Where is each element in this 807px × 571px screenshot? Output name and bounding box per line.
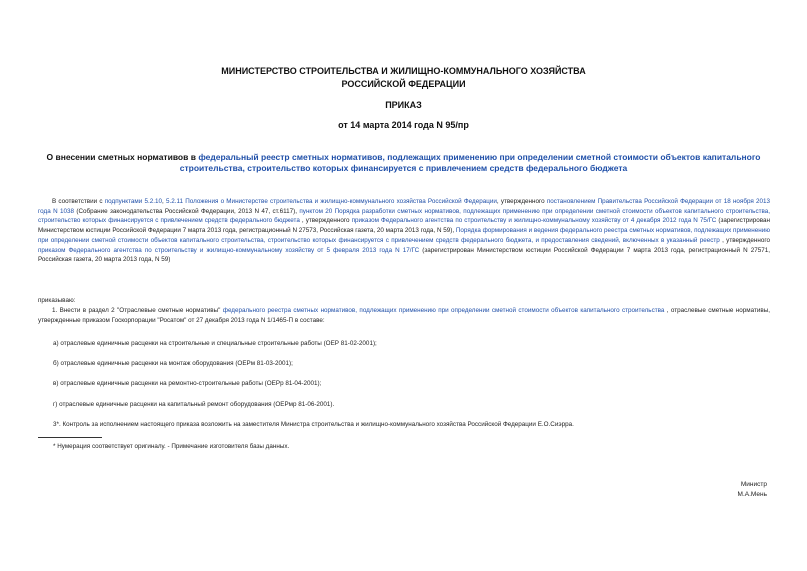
intro-text-5: , утвержденного (299, 217, 352, 225)
link-registry-section[interactable]: федерального реестра сметных нормативов, подлежащих применению при определении сметной стоимости объектов капитального строительства (222, 307, 665, 314)
item1-text-2: , отраслевые сметные нормативы, утвержденные приказом Госкорпорации "Росатом" от 27 декабря 2013 года N 1/1465-П в составе: (38, 307, 770, 324)
link-ministry-regulation[interactable]: 5.2.11 Положения о Министерстве строительства и жилищно-коммунального хозяйства Российской Федерации (165, 198, 497, 205)
footnote-divider (38, 437, 102, 438)
document-type: ПРИКАЗ (385, 100, 422, 110)
list-item-d: г) отраслевые единичные расценки на капитальный ремонт оборудования (ОЕРмр 81-06-2001). (53, 401, 335, 408)
signature-position: Министр (740, 481, 767, 488)
ministry-title-line2: РОССИЙСКОЙ ФЕДЕРАЦИИ (341, 79, 466, 89)
link-registry-procedure[interactable]: Порядка формирования и ведения федерального реестра сметных нормативов, подлежащих применению при определении сметной стоимости объектов капитального строительства, строительство которых финансируется с привлечением средств федерального бюджета, и предоставления сведений, включенных в указанный реестр (38, 227, 770, 244)
intro-text-6: (зарегистрирован Министерством юстиции Российской Федерации 7 марта 2013 года, регистрационный N 27573, Российская газета, 20 марта 2013 года, N 59), (38, 217, 770, 235)
document-date-number: от 14 марта 2014 года N 95/пр (338, 120, 469, 130)
item-3-paragraph: 3*. Контроль за исполнением настоящего приказа возложить на заместителя Министра строительства и жилищно-коммунального хозяйства Российской Федерации Е.О.Сиэрра. (53, 421, 574, 428)
list-item-a: а) отраслевые единичные расценки на строительные и специальные строительные работы (ОЕР 81-02-2001); (53, 340, 377, 347)
subject-registry-link[interactable]: федеральный реестр сметных нормативов, подлежащих применению при определении сметной стоимости объектов капитального строительства, строительство которых финансируется с привлечением средств федерального бюджета (179, 152, 761, 173)
link-order-17gs[interactable]: приказом Федерального агентства по строительству и жилищно-коммунальному хозяйству от 5 февраля 2013 года N 17/ГС (38, 246, 420, 254)
signature-name: М.А.Мень (737, 491, 767, 498)
intro-text-8: (зарегистрирован Министерством юстиции Российской Федерации 7 марта 2013 года, регистрационный N 27571, Российская газета, 20 марта 2013 года, N 59) (38, 246, 770, 264)
intro-text-2: , (161, 198, 166, 205)
subject-lead: О внесении сметных нормативов в (46, 152, 199, 162)
intro-paragraph (38, 197, 770, 265)
footnote: * Нумерация соответствует оригиналу. - Примечание изготовителя базы данных. (53, 443, 290, 450)
orders-label: приказываю: (38, 297, 76, 304)
link-point-20-procedure[interactable]: пунктом 20 Порядка разработки сметных нормативов, подлежащих применению при определении сметной стоимости объектов капитального строительства, строительство которых финансируется с привлечением средств федерального бюджета (38, 207, 770, 225)
link-order-75gs[interactable]: приказом Федерального агентства по строительству и жилищно-коммунальному хозяйству от 4 декабря 2012 года N 75/ГС (351, 217, 717, 225)
link-subpoint-5-2-10[interactable]: подпунктами 5.2.10 (104, 198, 162, 205)
item1-text-1: 1. Внести в раздел 2 "Отраслевые сметные нормативы" (52, 307, 223, 314)
intro-text-3: , утвержденного (496, 198, 547, 205)
document-subject (36, 152, 771, 174)
item-1-paragraph (38, 306, 770, 325)
link-government-decree[interactable]: постановлением Правительства Российской Федерации от 18 ноября 2013 года N 1038 (38, 198, 771, 215)
intro-text-1: В соответствии с (52, 198, 105, 205)
list-item-b: б) отраслевые единичные расценки на монтаж оборудования (ОЕРм 81-03-2001); (53, 360, 293, 367)
ministry-title-line1: МИНИСТЕРСТВО СТРОИТЕЛЬСТВА И ЖИЛИЩНО-КОММУНАЛЬНОГО ХОЗЯЙСТВА (221, 66, 586, 76)
intro-text-7: , утвержденного (719, 236, 770, 244)
list-item-c: в) отраслевые единичные расценки на ремонтно-строительные работы (ОЕРр 81-04-2001); (53, 380, 322, 387)
intro-text-4: (Собрание законодательства Российской Федерации, 2013 N 47, ст.6117), (74, 207, 300, 215)
